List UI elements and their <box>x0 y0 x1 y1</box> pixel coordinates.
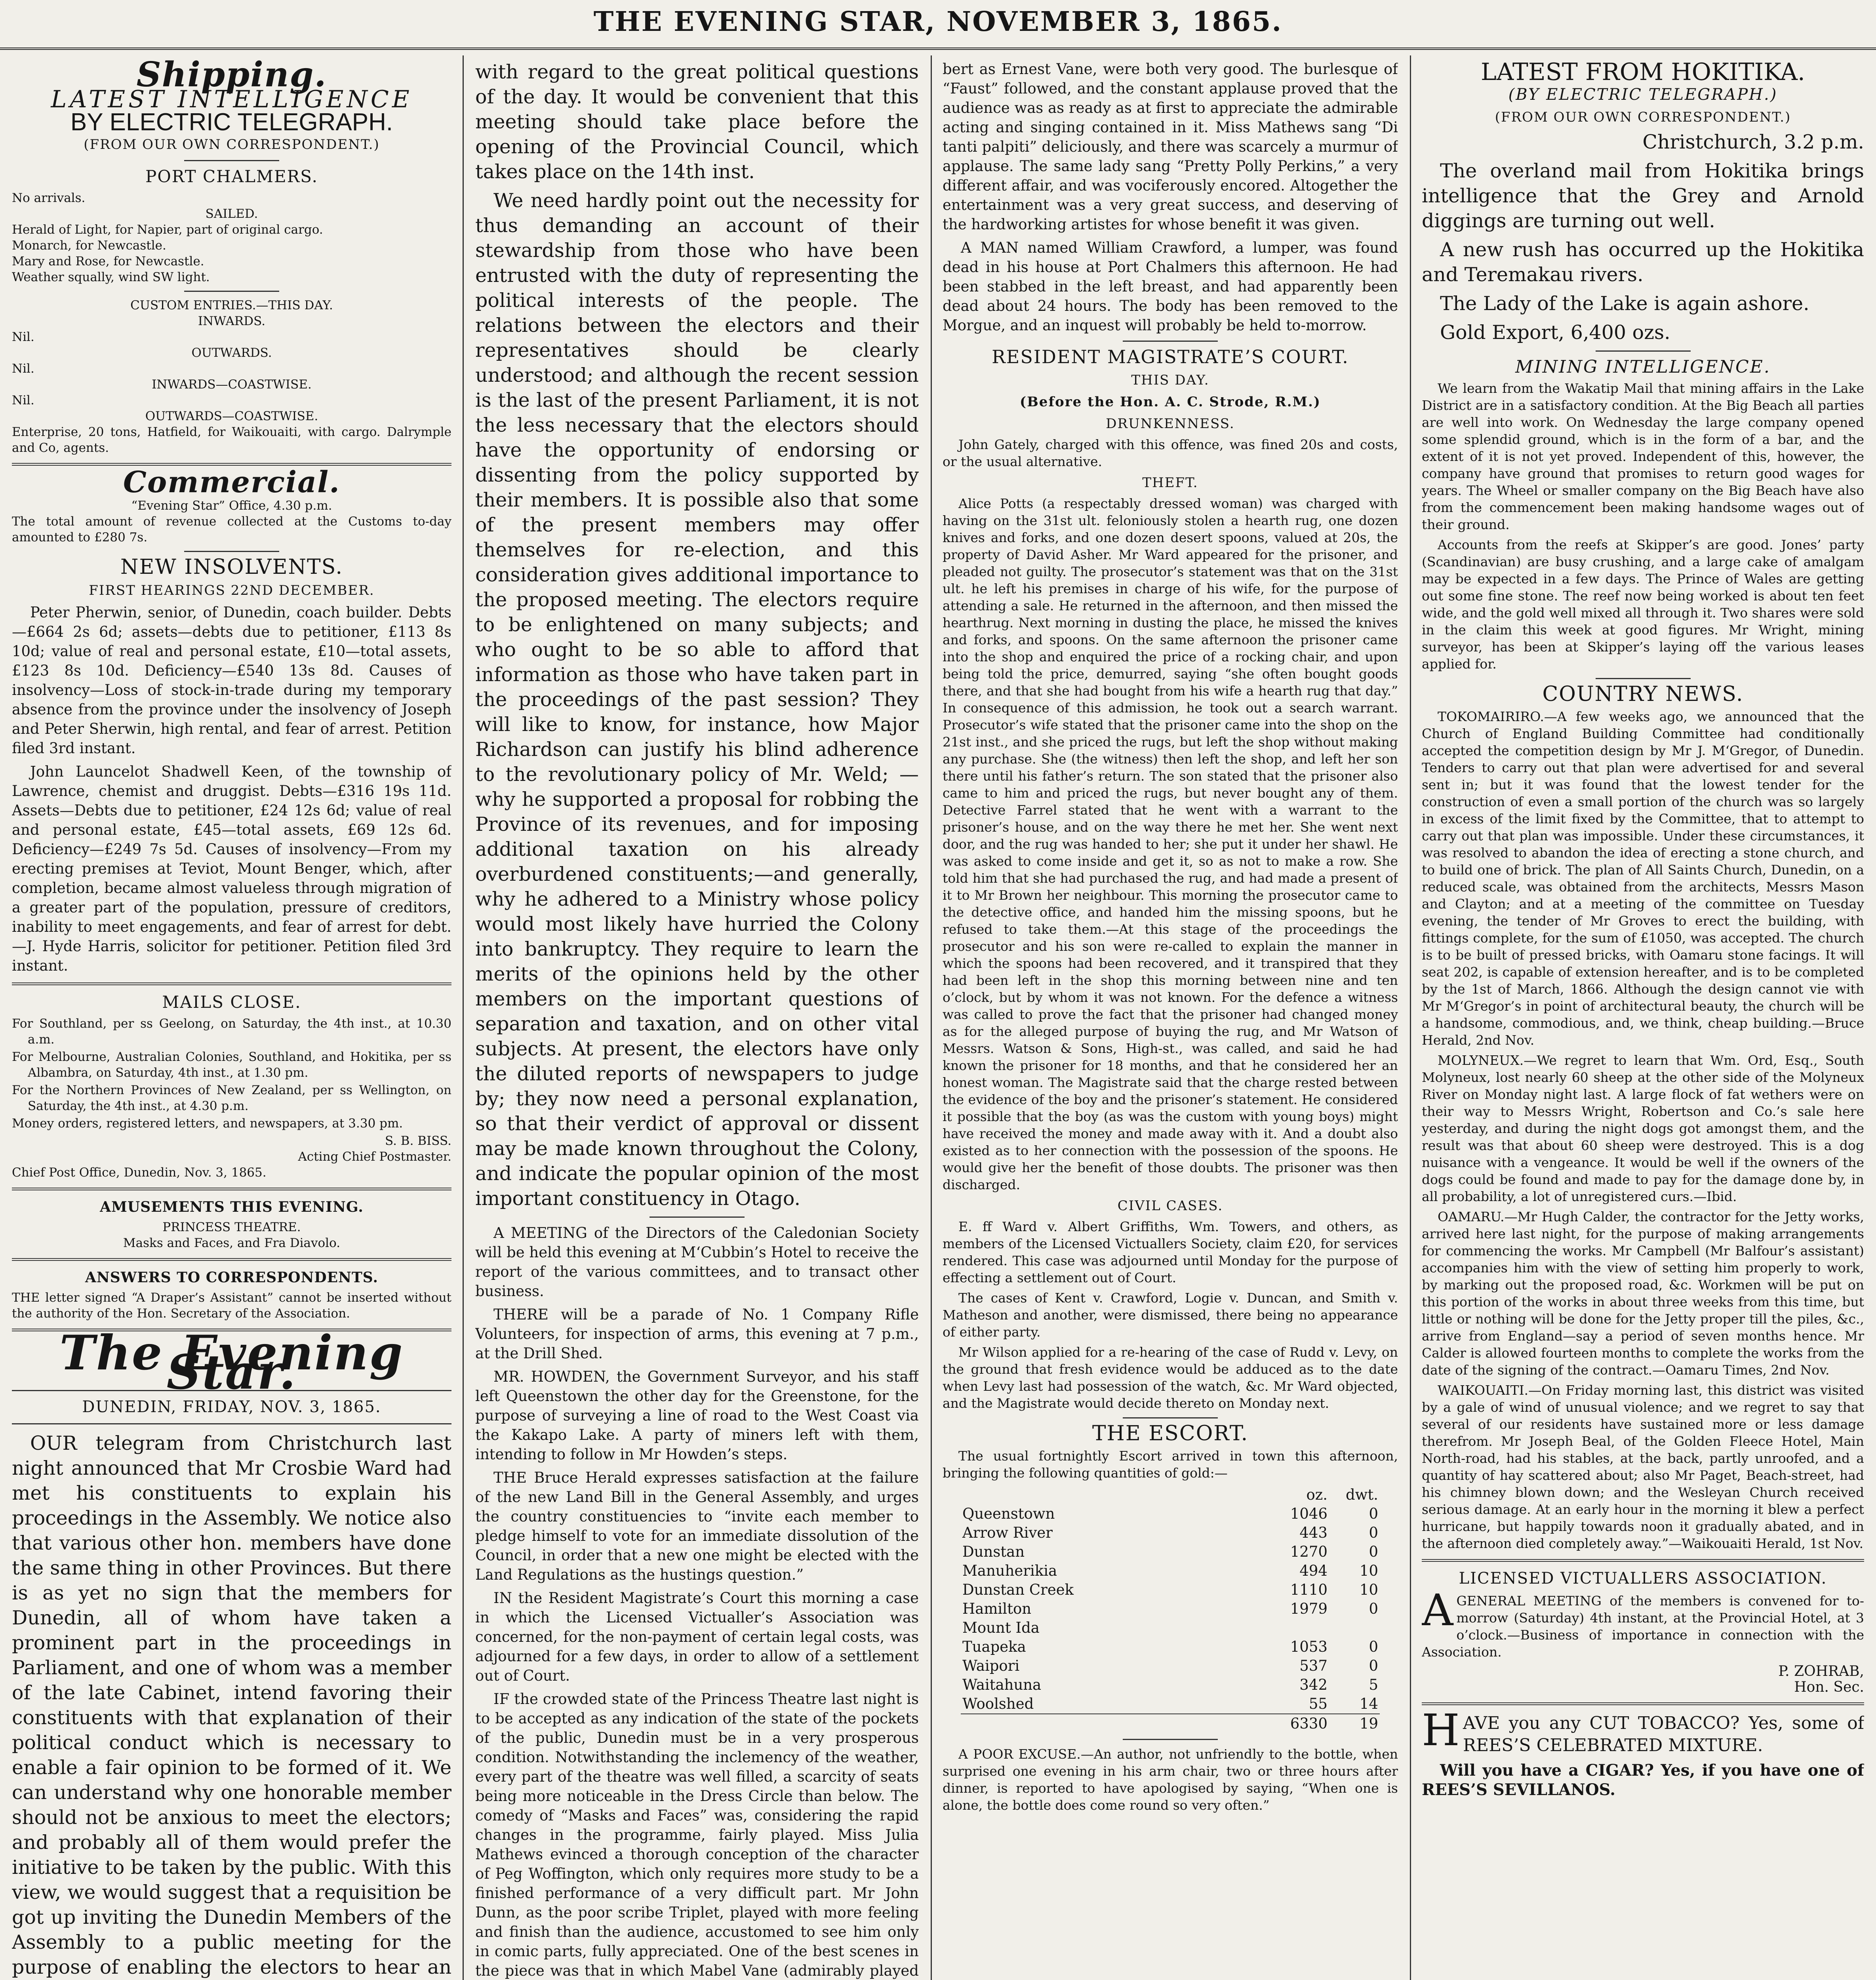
country-news-heading: COUNTRY NEWS. <box>1542 682 1744 706</box>
mail-item: For Southland, per ss Geelong, on Saturday, the 4th inst., at 10.30 a.m. <box>12 1017 451 1047</box>
table-header <box>961 1485 1380 1504</box>
outwards-coastwise-label: OUTWARDS—COASTWISE. <box>145 409 318 423</box>
mining-paragraph: We learn from the Wakatip Mail that mining affairs in the Lake District are in a satisfactory condition. At the Big Beach all parties are well into work. On Wednesday the large company opened some splendid ground, which is in the form of a bar, and the extent of it is not yet proved. Independent of this, however, the company have ground that promises to return good wages for years. The Wheel or smaller company on the Big Beach have also from the commencement been making handsome wages out of their ground. <box>1422 381 1864 532</box>
table-total-row: 6330 19 <box>961 1714 1380 1733</box>
customs-heading: CUSTOM ENTRIES.—THIS DAY. <box>130 298 333 312</box>
court-before: (Before the Hon. A. C. Strode, R.M.) <box>1019 394 1321 410</box>
amusements-heading: AMUSEMENTS THIS EVENING. <box>100 1199 364 1215</box>
commercial-heading: Commercial. <box>123 465 340 499</box>
court-case: Mr Wilson applied for a re-hearing of the case of Rudd v. Levy, on the ground that fresh evidence would be adduced as to the date when Levy last had possession of the watch, &c. Mr Ward objected, and the Magistrate would decide thereto on Monday next. <box>943 1344 1398 1411</box>
mail-item: For Melbourne, Australian Colonies, Southland, and Hokitika, per ss Albambra, on Saturday, 4th inst., at 1.30 pm. <box>12 1050 451 1080</box>
lva-notice: AGENERAL MEETING of the members is convened for to-morrow (Saturday) 4th instant, at the Provincial Hotel, at 3 o’clock.—Business of importance in connection with the Association. <box>1422 1585 1864 1660</box>
news-item: THERE will be a parade of No. 1 Company Rifle Volunteers, for inspection of arms, this evening at 7 p.m., at the Drill Shed. <box>475 1306 919 1362</box>
country-news-item: OAMARU.—Mr Hugh Calder, the contractor for the Jetty works, arrived here last night, for the purpose of making arrangements for commencing the works. Mr Campbell (Mr Balfour’s assistant) accompanies him with the view of setting him properly to work, by marking out the proposed road, &c. Workmen will be put on this portion of the works in about three weeks from this time, but little or nothing will be done for the Jetty proper till the piles, &c., arrive from England—say a period of seven months hence. Mr Calder is allowed fourteen months to complete the works from the date of the signing of the contract.—Oamaru Times, 2nd Nov. <box>1422 1209 1864 1378</box>
mails-list <box>12 1016 451 1131</box>
nil-label: Nil. <box>12 393 34 407</box>
column-2 <box>475 59 919 1980</box>
mails-office: Chief Post Office, Dunedin, Nov. 3, 1865. <box>12 1165 267 1180</box>
table-row: Mount Ida <box>962 1619 1040 1636</box>
masthead: THE EVENING STAR, NOVEMBER 3, 1865. <box>0 0 1876 50</box>
oz-header: oz. <box>1306 1486 1327 1503</box>
lva-heading: LICENSED VICTUALLERS ASSOCIATION. <box>1459 1569 1827 1588</box>
court-case: John Gately, charged with this offence, was fined 20s and costs, or the usual alternative. <box>943 437 1398 469</box>
column-3 <box>943 59 1398 1980</box>
shipping-heading: Shipping. <box>136 59 327 95</box>
inwards-label: INWARDS. <box>198 314 266 328</box>
court-day: THIS DAY. <box>1131 372 1209 388</box>
leader-paragraph: OUR telegram from Christchurch last night announced that Mr Crosbie Ward had met his constituents to explain his proceedings in the Assembly. We notice also that various other hon. members have done the same thing in other Provinces. But there is as yet no sign that the members for Dunedin, all of whom have taken a prominent part in the proceedings in Parliament, and one of whom was a member of the late Cabinet, intend favoring their constituents with that explanation of their political conduct which is necessary to enable a fair opinion to be formed of it. We can understand why one honorable member should not be anxious to meet the electors; and probably all of them would prefer the initiative to be taken by the public. With this view, we would suggest that a requisition be got up inviting the Dunedin Members of the Assembly to a public meeting for the purpose of enabling the electors to hear an <box>12 1432 451 1978</box>
leader-continued: with regard to the great political questions of the day. It would be convenient that this meeting should take place before the opening of the Provincial Council, which takes place on the 14th inst. <box>475 61 919 183</box>
leader-paragraph: We need hardly point out the necessity for thus demanding an account of their stewardship from those who have been entrusted with the duty of representing the political interests of the people. The relations between the electors and their representatives should be clearly understood; and although the recent session is the last of the present Parliament, it is not the less necessary that the electors should have the opportunity of endorsing or dissenting from the policy supported by their members. It is possible also that some of the present members may offer themselves for re-election, and this consideration gives additional importance to the proposed meeting. The electors require to be enlightened on many subjects; and who ought to be so able to afford that information as those who have taken part in the proceedings of the past session? They will like to know, for instance, how Major Richardson can justify his blind adherence to the revolutionary policy of Mr. Weld; —why he supported a proposal for robbing the Province of its revenues, and for imposing additional taxation on his already overburdened constituents;—and generally, why he adhered to a Ministry whose policy would most likely have hurried the Colony into bankruptcy. They require to learn the merits of the opinions held by the other members on the important questions of separation and taxation, and on other vital subjects. At present, the electors have only the diluted reports of newspapers to judge by; they now need a personal explanation, so that their verdict of approval or dissent may be made known throughout the Colony, and indicate the popular opinion of the most important constituency in Otago. <box>475 189 919 1210</box>
insolvents-heading: NEW INSOLVENTS. <box>120 555 343 579</box>
column-rule <box>1410 55 1411 1980</box>
shipping-line: Monarch, for Newcastle. <box>12 238 166 253</box>
news-item: IN the Resident Magistrate’s Court this morning a case in which the Licensed Victualler’s Association was concerned, for the non-payment of certain legal costs, was adjourned for a few days, in order to allow of a settlement out of Court. <box>475 1590 919 1684</box>
latest-intelligence: LATEST INTELLIGENCE <box>51 86 413 113</box>
theatre-name: PRINCESS THEATRE. <box>162 1220 301 1234</box>
table-row: Manuherikia 494 10 <box>962 1562 1378 1579</box>
country-news-item: MOLYNEUX.—We regret to learn that Wm. Ord, Esq., South Molyneux, lost nearly 60 sheep at the other side of the Molyneux River on Monday night last. A large flock of fat wethers were on their way to Messrs Wright, Robertson and Co.’s sale here yesterday, and during the night dogs got amongst them, and the result was that about 60 sheep were destroyed. This is a dog nuisance with a vengeance. It would be well if the owners of the dogs could be found and made to pay for the damage done by, in all probability, a lot of unregistered curs.—Ibid. <box>1422 1053 1864 1204</box>
civil-cases-label: CIVIL CASES. <box>1117 1198 1223 1214</box>
table-row: Hamilton 1979 0 <box>962 1600 1378 1617</box>
mails-heading: MAILS CLOSE. <box>162 992 301 1012</box>
nil-label: Nil. <box>12 362 34 376</box>
enterprise-entry: Enterprise, 20 tons, Hatfield, for Waikouaiti, with cargo. Dalrymple and Co, agents. <box>12 425 451 455</box>
court-case: E. ff Ward v. Albert Griffiths, Wm. Towers, and others, as members of the Licensed Victuallers Society, claim £20, for services rendered. This case was adjourned until Monday for the purpose of effecting a settlement out of Court. <box>943 1219 1398 1285</box>
table-row: Arrow River 443 0 <box>962 1524 1378 1541</box>
lva-signature: P. ZOHRAB, <box>1778 1663 1864 1679</box>
column-rule <box>931 55 932 1980</box>
outwards-label: OUTWARDS. <box>191 346 272 360</box>
table-row: Dunstan Creek 1110 10 <box>962 1581 1378 1598</box>
table-row: Queenstown 1046 0 <box>962 1505 1378 1522</box>
column-4 <box>1422 59 1864 1980</box>
dwt-header: dwt. <box>1346 1486 1378 1503</box>
column-rule <box>463 55 464 1980</box>
hokitika-item: A new rush has occurred up the Hokitika and Teremakau rivers. <box>1422 238 1864 286</box>
court-case: Alice Potts (a respectably dressed woman) was charged with having on the 31st ult. feloniously stolen a hearth rug, one dozen knives and forks, and one dozen desert spoons, valued at 20s, the property of David Asher. Mr Ward appeared for the prisoner, and pleaded not guilty. The prosecutor’s statement was that on the 31st ult. he left his premises in charge of his wife, for the purpose of attending a sale. He returned in the afternoon, and then missed the hearthrug. Next morning in dusting the place, he missed the knives and forks, and spoons. On the same afternoon the prisoner came into the shop and enquired the price of a rocking chair, and upon being told the price, demurred, saying “she often bought goods there, and that she had bought from his wife a hearth rug that day.” In consequence of this admission, he took out a search warrant. Prosecutor’s wife stated that the prisoner came into the shop on the 21st inst., and she priced the rugs, but left the shop without making any purchase. She (the witness) then left the shop, and left her son there until his father’s return. The son stated that the prisoner also came to him and priced the rugs, but never bought any of them. Detective Farrel stated that he went with a warrant to the prisoner’s house, and on the way there he met her. She went next door, and the rug was handed to her; she put it under her shawl. He was asked to come inside and get it, so as not to make a row. She told him that she had purchased the rug, and had made a present of it to Mr Brown her neighbour. This morning the prosecutor came to the detective office, and handed him the missing spoons, but he refused to take them.—At this stage of the proceedings the prosecutor and his son were re-called to explain the manner in which the spoons had been recovered, and it transpired that they had been left in the shop this morning between nine and ten o’clock, but by whom it was not known. For the defence a witness was called to prove the fact that the prisoner had changed money as for the alleged purpose of buying the rug, and Mr Watson of Messrs. Watson & Sons, High-st., was called, and said he had known the prisoner for 18 months, and that he considered her an honest woman. The Magistrate said that the charge rested between the evidence of the boy and the prisoner’s statement. He considered it possible that the boy (as was the custom with young boys) might have received the money and made away with it. And a doubt also existed as to her connection with the possession of the spoons. He would give her the benefit of those doubts. The prisoner was then discharged. <box>943 496 1398 1192</box>
table-row: Woolshed 55 14 <box>962 1695 1378 1712</box>
theatre-bill: Masks and Faces, and Fra Diavolo. <box>123 1236 341 1250</box>
mail-item: For the Northern Provinces of New Zealand, per ss Wellington, on Saturday, the 4th inst., at 4.30 p.m. <box>12 1083 451 1113</box>
news-item: IF the crowded state of the Princess Theatre last night is to be accepted as any indication of the state of the pockets of the public, Dunedin must be in a very prosperous condition. Notwithstanding the inclemency of the weather, every part of the theatre was well filled, a scarcity of seats being more noticeable in the Dress Circle than below. The comedy of “Masks and Faces” was, considering the rapid changes in the programme, fairly played. Miss Julia Mathews evinced a thorough conception of the character of Peg Woffington, which only requires more study to be a finished performance of a very difficult part. Mr John Dunn, as the poor scribe Triplet, played with more feeling and finish than the audience, accustomed to see him only in comic parts, fully appreciated. One of the best scenes in the piece was that in which Mabel Vane (admirably played <box>475 1691 919 1979</box>
hokitika-correspondent: (FROM OUR OWN CORRESPONDENT.) <box>1495 109 1791 125</box>
insolvents-sub: FIRST HEARINGS 22ND DECEMBER. <box>89 583 375 598</box>
nil-label: Nil. <box>12 330 34 344</box>
hokitika-item: The overland mail from Hokitika brings intelligence that the Grey and Arnold diggings are turning out well. <box>1422 160 1864 232</box>
gold-table <box>961 1485 1380 1733</box>
shipping-line: Weather squally, wind SW light. <box>12 270 210 284</box>
theatre-review-continued: bert as Ernest Vane, were both very good. The burlesque of “Faust” followed, and the constant applause proved that the audience was as ready as at first to appreciate the admirable acting and singing contained in it. Miss Mathews sang “Di tanti palpiti” deliciously, and there was scarcely a murmur of applause. The same lady sang “Pretty Polly Perkins,” a very different affair, and was vociferously encored. Altogether the entertainment was a very great success, and deserving of the hardworking artistes for whose benefit it was given. <box>943 61 1398 233</box>
lva-signature-title: Hon. Sec. <box>1794 1679 1864 1695</box>
insolvent-entry: Peter Pherwin, senior, of Dunedin, coach builder. Debts—£664 2s 6d; assets—debts due to petitioner, £113 8s 10d; value of real and personal estate, £10—total assets, £123 8s 10d. Deficiency—£540 13s 8d. Causes of insolvency—Loss of stock-in-trade during my temporary absence from the province under the insolvency of Joseph and Peter Sherwin, high rental, and fear of arrest. Petition filed 3rd instant. <box>12 604 451 757</box>
escort-heading: THE ESCORT. <box>1092 1422 1249 1445</box>
correspondent-line: (FROM OUR OWN CORRESPONDENT.) <box>84 137 380 152</box>
table-row: Dunstan 1270 0 <box>962 1543 1378 1560</box>
hokitika-date: Christchurch, 3.2 p.m. <box>1642 131 1864 153</box>
court-heading: RESIDENT MAGISTRATE’S COURT. <box>992 346 1349 367</box>
answers-heading: ANSWERS TO CORRESPONDENTS. <box>85 1269 379 1286</box>
cigar-ad: Will you have a CIGAR? Yes, if you have one of REES’S SEVILLANOS. <box>1422 1761 1864 1799</box>
hokitika-heading: LATEST FROM HOKITIKA. <box>1481 59 1805 86</box>
evening-star-title: The Evening Star. <box>59 1325 404 1400</box>
escort-intro: The usual fortnightly Escort arrived in town this afternoon, bringing the following quantities of gold:— <box>943 1448 1398 1481</box>
hokitika-item: Gold Export, 6,400 ozs. <box>1440 321 1670 344</box>
country-news-item: WAIKOUAITI.—On Friday morning last, this district was visited by a gale of wind of unusual violence; and we regret to say that several of our residents have sustained more or less damage therefrom. Mr Joseph Beal, of the Golden Fleece Hotel, Main North-road, had his stables, at the back, partly unroofed, and a quantity of hay scattered about; also Mr Paget, Beach-street, had his chimney blown down; and the Wesleyan Church received serious damage. At an early hour in the morning it blew a perfect hurricane, but happily towards noon it gradually abated, and in the afternoon died completely away.”—Waikouaiti Herald, 1st Nov. <box>1422 1382 1864 1551</box>
hokitika-telegraph: (BY ELECTRIC TELEGRAPH.) <box>1508 86 1778 104</box>
shipping-line: No arrivals. <box>12 191 86 205</box>
news-item: MR. HOWDEN, the Government Surveyor, and his staff left Queenstown the other day for the Greenstone, for the purpose of surveying a line of road to the West Coast via the Kakapo Lake. A party of miners left with them, intending to follow in Mr Howden’s steps. <box>475 1368 919 1463</box>
table-row: Tuapeka 1053 0 <box>962 1638 1378 1655</box>
country-news-item: TOKOMAIRIRO.—A few weeks ago, we announced that the Church of England Building Committee had conditionally accepted the competition design by Mr J. M‘Gregor, of Dunedin. Tenders to carry out that plan were advertised for and several sent in; but it was found that the lowest tender for the construction of even a small portion of the church was so largely in excess of the limit fixed by the Committee, that to attempt to carry out that plan was impossible. Under these circumstances, it was resolved to abandon the idea of erecting a stone church, and to build one of brick. The plan of All Saints Church, Dunedin, on a reduced scale, was obtained from the architects, Messrs Mason and Clayton; and at a meeting of the committee on Tuesday evening, the tender of Mr Groves to erect the building, with fittings complete, for the sum of £1050, was accepted. The church is to be built of pressed bricks, with Oamaru stone facings. It will seat 202, is capable of extension hereafter, and is to be completed by the 1st of March, 1866. Although the design cannot vie with Mr M‘Gregor’s in point of architectural beauty, the church will be a handsome, commodious, and, we think, cheap building.—Bruce Herald, 2nd Nov. <box>1422 709 1864 1048</box>
poor-excuse: A POOR EXCUSE.—An author, not unfriendly to the bottle, when surprised one evening in his arm chair, two or three hours after dinner, is reported to have apologised by saying, “When one is alone, the bottle does come round so very often.” <box>943 1746 1398 1813</box>
port-chalmers-heading: PORT CHALMERS. <box>145 167 318 186</box>
shipping-line: Mary and Rose, for Newcastle. <box>12 254 204 268</box>
electric-telegraph: BY ELECTRIC TELEGRAPH. <box>70 109 393 136</box>
mails-signature-title: Acting Chief Postmaster. <box>298 1150 451 1164</box>
table-row: Waipori 537 0 <box>962 1657 1378 1674</box>
leader-dateline: DUNEDIN, FRIDAY, NOV. 3, 1865. <box>82 1398 381 1416</box>
commercial-dateline: “Evening Star” Office, 4.30 p.m. <box>131 499 332 513</box>
drunkenness-label: DRUNKENNESS. <box>1106 416 1235 432</box>
theft-label: THEFT. <box>1142 475 1198 491</box>
inwards-coastwise-label: INWARDS—COASTWISE. <box>152 377 312 392</box>
column-1 <box>12 59 451 1980</box>
insolvent-entry: John Launcelot Shadwell Keen, of the township of Lawrence, chemist and druggist. Debts—£316 19s 11d. Assets—Debts due to petitioner, £24 12s 6d; value of real and personal estate, £45—total assets, £69 12s 6d. Deficiency—£249 7s 5d. Causes of insolvency—From my erecting premises at Teviot, Mount Benger, which, after completion, became almost valueless through migration of a greater part of the population, pressure of creditors, inability to meet engagements, and fear of arrest for debt.—J. Hyde Harris, solicitor for petitioner. Petition filed 3rd instant. <box>12 763 451 974</box>
mining-paragraph: Accounts from the reefs at Skipper’s are good. Jones’ party (Scandinavian) are busy crushing, and a large cake of amalgam may be expected in a few days. The Prince of Wales are getting out some fine stone. The reef now being worked is about ten feet wide, and the gold well mixed all through it. Two shares were sold in the claim this week at good figures. Mr Wright, mining surveyor, has been at Skipper’s laying off the various leases applied for. <box>1422 537 1864 672</box>
mail-item: Money orders, registered letters, and newspapers, at 3.30 pm. <box>12 1116 403 1131</box>
table-row: Waitahuna 342 5 <box>962 1676 1378 1693</box>
shipping-line: Herald of Light, for Napier, part of original cargo. <box>12 223 323 237</box>
news-item: THE Bruce Herald expresses satisfaction at the failure of the new Land Bill in the General Assembly, and urges the country constituencies to “invite each member to pledge himself to vote for an immediate dissolution of the Council, in order that a new one might be elected with the Land Regulations as the hustings question.” <box>475 1469 919 1583</box>
hokitika-item: The Lady of the Lake is again ashore. <box>1440 292 1809 315</box>
mails-signature: S. B. BISS. <box>385 1134 451 1148</box>
court-case: The cases of Kent v. Crawford, Logie v. Duncan, and Smith v. Matheson and another, were dismissed, there being no appearance of either party. <box>943 1290 1398 1340</box>
news-item: A MAN named William Crawford, a lumper, was found dead in his house at Port Chalmers this afternoon. He had been stabbed in the left breast, and had apparently been dead about 24 hours. The body has been removed to the Morgue, and an inquest will probably be held to-morrow. <box>943 239 1398 334</box>
commercial-text: The total amount of revenue collected at the Customs to-day amounted to £280 7s. <box>12 514 451 544</box>
news-item: A MEETING of the Directors of the Caledonian Society will be held this evening at M‘Cubbin’s Hotel to receive the report of the various committees, and to transact other business. <box>475 1224 919 1300</box>
mining-heading: MINING INTELLIGENCE. <box>1515 357 1771 377</box>
shipping-line: SAILED. <box>205 207 258 221</box>
answers-text: THE letter signed “A Draper’s Assistant” cannot be inserted without the authority of the Hon. Secretary of the Association. <box>12 1291 451 1321</box>
tobacco-ad: HAVE you any CUT TOBACCO? Yes, some of REES’S CELEBRATED MIXTURE. <box>1422 1705 1864 1755</box>
